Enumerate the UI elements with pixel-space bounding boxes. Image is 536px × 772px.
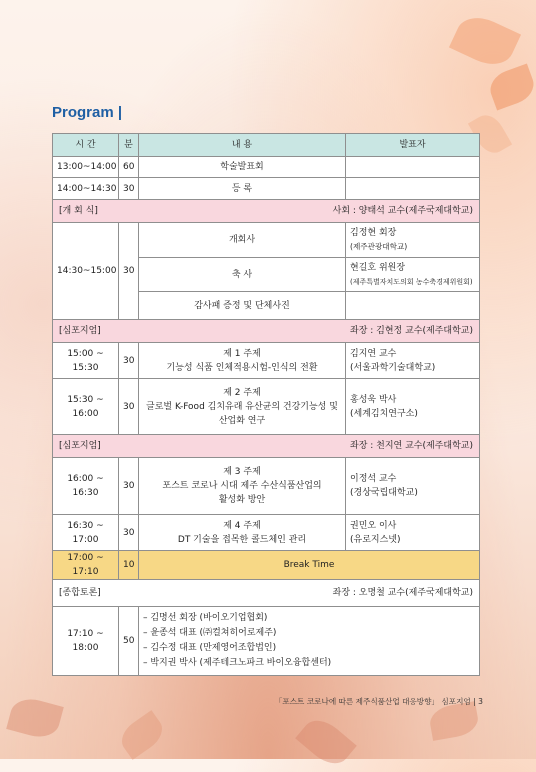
- row-presenter: [346, 223, 480, 258]
- row-time: 15:00 ~ 15:30: [53, 343, 119, 379]
- panelist-list-cell: [139, 607, 480, 676]
- row-content: [139, 458, 346, 515]
- row-min: 10: [119, 551, 139, 580]
- presenter-name: 홍성욱 박사: [350, 394, 397, 405]
- row-time: 17:00 ~ 17:10: [53, 551, 119, 580]
- section-chair: 좌장 : 오명철 교수(제주국제대학교): [332, 588, 473, 598]
- table-row: [53, 178, 480, 200]
- page-title: Program |: [52, 104, 123, 121]
- fallen-leaf-decoration: [295, 712, 357, 771]
- row-presenter: [346, 458, 480, 515]
- row-min: 30: [119, 458, 139, 515]
- row-presenter: [346, 157, 480, 178]
- break-label: Break Time: [139, 551, 480, 580]
- row-presenter: [346, 343, 480, 379]
- row-content: 학술발표회: [139, 157, 346, 178]
- topic-title-cont: 활성화 방안: [218, 495, 266, 505]
- presenter-affiliation: (제주특별자치도의회 농수축경제위원회): [350, 277, 473, 286]
- row-presenter: [346, 515, 480, 551]
- topic-title: 포스트 코로나 시대 제주 수산식품산업의: [162, 481, 322, 491]
- panelist-list: [143, 611, 475, 671]
- section-chair: 사회 : 양태석 교수(제주국제대학교): [332, 206, 473, 216]
- section-row-discussion: [53, 580, 480, 607]
- header-presenter: 발표자: [346, 134, 480, 157]
- row-content: [139, 379, 346, 435]
- row-time: 15:30 ~ 16:00: [53, 379, 119, 435]
- topic-title: DT 기술을 접목한 콜드체인 관리: [177, 534, 307, 545]
- fallen-leaf-decoration: [428, 701, 481, 741]
- row-content: 축 사: [139, 258, 346, 292]
- topic-number: 제 2 주제: [223, 387, 261, 398]
- row-min: 60: [119, 157, 139, 178]
- list-item: – 김수정 대표 (만제영어조합법인): [143, 643, 277, 653]
- table-row: [53, 379, 480, 435]
- table-row: [53, 343, 480, 379]
- table-row: [53, 515, 480, 551]
- section-label: [심포지엄]: [59, 441, 101, 451]
- row-time: 13:00~14:00: [53, 157, 119, 178]
- header-time: 시 간: [53, 134, 119, 157]
- row-min: 30: [119, 343, 139, 379]
- row-content: [139, 515, 346, 551]
- topic-number: 제 1 주제: [223, 348, 261, 359]
- section-label: [종합토론]: [59, 588, 101, 598]
- row-content: 감사패 증정 및 단체사진: [139, 292, 346, 320]
- header-content: 내 용: [139, 134, 346, 157]
- section-chair: 좌장 : 천지연 교수(제주대학교): [350, 441, 473, 451]
- break-row: [53, 551, 480, 580]
- row-min: 30: [119, 379, 139, 435]
- row-presenter: [346, 379, 480, 435]
- row-time: 17:10 ~ 18:00: [53, 607, 119, 676]
- list-item: – 김명선 회장 (바이오기업협회): [143, 613, 268, 623]
- row-content: [139, 343, 346, 379]
- list-item: – 박지권 박사 (제주테크노파크 바이오융합센터): [143, 658, 332, 668]
- maple-leaf-decoration: [449, 9, 521, 72]
- presenter-affiliation: (경상국립대학교): [350, 488, 418, 498]
- row-presenter: [346, 258, 480, 292]
- row-content: 등 록: [139, 178, 346, 200]
- section-row-opening: [53, 200, 480, 223]
- row-presenter: [346, 292, 480, 320]
- fallen-leaf-decoration: [115, 710, 168, 760]
- presenter-name: 현길호 위원장: [350, 262, 406, 273]
- row-presenter: [346, 178, 480, 200]
- topic-title: 기능성 식품 인체적용시험-인식의 전환: [166, 362, 318, 373]
- table-row: [53, 223, 480, 258]
- table-row: [53, 157, 480, 178]
- section-label: [심포지엄]: [59, 326, 101, 336]
- topic-number: 제 4 주제: [223, 520, 261, 531]
- presenter-name: 이정석 교수: [350, 474, 397, 484]
- maple-leaf-decoration: [486, 64, 536, 111]
- row-time: 14:00~14:30: [53, 178, 119, 200]
- presenter-name: 김지연 교수: [350, 348, 397, 359]
- presenter-name: 권민오 이사: [350, 520, 397, 531]
- section-chair: 좌장 : 김현정 교수(제주대학교): [350, 326, 473, 336]
- row-min: 30: [119, 515, 139, 551]
- row-min: 50: [119, 607, 139, 676]
- row-time: 14:30~15:00: [53, 223, 119, 320]
- page-footer: 「포스트 코로나에 따른 제주식품산업 대응방향」 심포지엄 | 3: [274, 697, 483, 706]
- row-min: 30: [119, 178, 139, 200]
- fallen-leaf-decoration: [6, 694, 64, 742]
- presenter-name: 김정현 회장: [350, 228, 397, 238]
- header-min: 분: [119, 134, 139, 157]
- section-row-symposium-1: [53, 320, 480, 343]
- program-table: [52, 133, 480, 676]
- table-row: [53, 607, 480, 676]
- topic-number: 제 3 주제: [223, 467, 261, 477]
- list-item: – 윤종석 대표 (㈜컬쳐히어로제주): [143, 628, 277, 638]
- presenter-affiliation: (세계김치연구소): [350, 408, 418, 419]
- section-row-symposium-2: [53, 435, 480, 458]
- row-min: 30: [119, 223, 139, 320]
- topic-title: 글로벌 K-Food 김치유래 유산균의 건강기능성 및: [146, 401, 338, 412]
- presenter-affiliation: (유로지스넷): [350, 534, 401, 545]
- topic-title-cont: 산업화 연구: [218, 415, 266, 426]
- section-label: [개 회 식]: [59, 206, 98, 216]
- table-header-row: [53, 134, 480, 157]
- presenter-affiliation: (제주관광대학교): [350, 242, 408, 251]
- row-time: 16:00 ~ 16:30: [53, 458, 119, 515]
- row-content: 개회사: [139, 223, 346, 258]
- table-row: [53, 458, 480, 515]
- presenter-affiliation: (서울과학기술대학교): [350, 362, 436, 373]
- row-time: 16:30 ~ 17:00: [53, 515, 119, 551]
